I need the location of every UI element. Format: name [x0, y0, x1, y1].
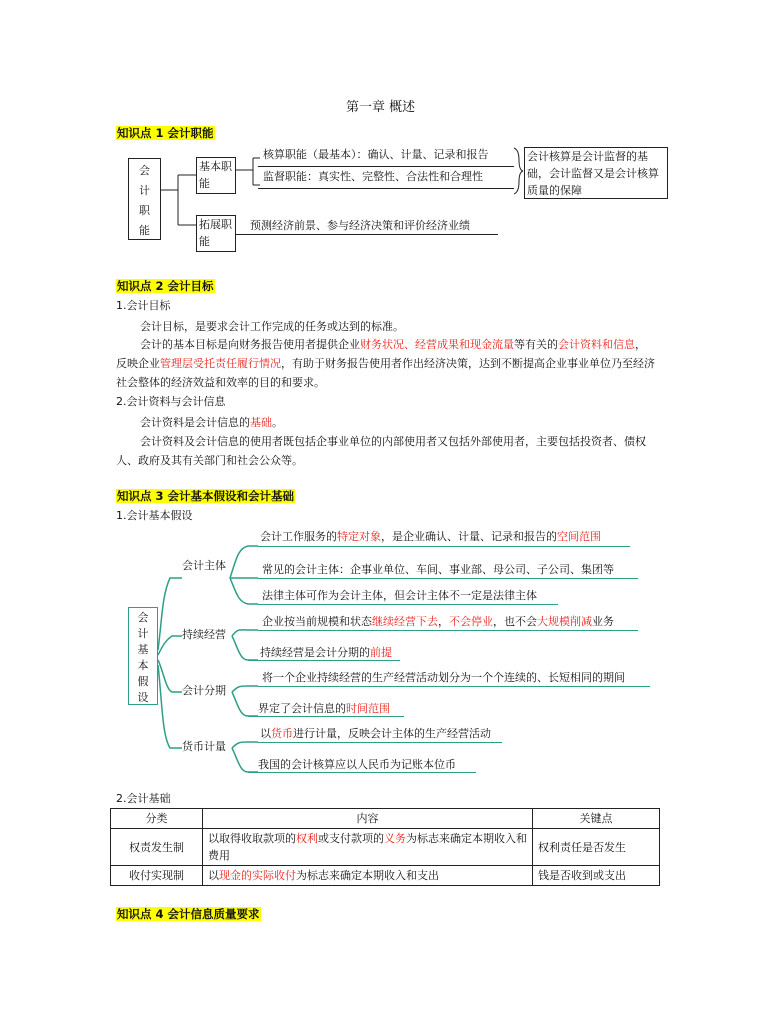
text-segment: 为标志来确定本期收入和支出	[296, 869, 439, 882]
goal-paragraph-1: 会计目标，是要求会计工作完成的任务或达到的标准。	[140, 320, 404, 333]
basic-function-box: 基本职能	[196, 157, 236, 194]
basic-item-supervision: 监督职能：真实性、完整性、合法性和合理性	[263, 170, 483, 183]
text-segment: 。	[272, 416, 283, 429]
highlight-text: 现金的实际收付	[219, 869, 296, 882]
table-cell-content	[203, 829, 533, 866]
chapter-title: 第一章 概述	[346, 100, 416, 115]
entity-line-2	[258, 578, 638, 579]
text-segment: 界定了会计信息的	[258, 702, 346, 715]
section-heading-1: 知识点 1 会计职能	[117, 126, 214, 140]
function-root-label: 会计职能	[139, 164, 150, 237]
highlight-text: 大规模削减	[537, 615, 592, 628]
table-cell-type: 权责发生制	[111, 829, 203, 866]
period-item-1	[262, 671, 625, 685]
sub-heading-info: 2.会计资料与会计信息	[116, 395, 226, 408]
highlight-text: 管理层受托责任履行情况	[160, 357, 281, 370]
period-item-2	[258, 702, 390, 716]
monetary-line-2	[248, 772, 476, 773]
highlight-text: 特定对象	[337, 530, 381, 543]
text-segment: 或支付款项的	[318, 832, 384, 845]
table-cell-key: 钱是否收到或支出	[533, 866, 660, 886]
entity-line-1	[258, 546, 630, 547]
text-segment: 业务	[592, 615, 614, 628]
monetary-item-1	[260, 727, 491, 741]
table-header-row	[111, 809, 660, 829]
table-header-key: 关键点	[533, 809, 660, 829]
highlight-text: 财务状况、经营成果和现金流量	[360, 338, 514, 351]
text-segment: 会计的基本目标是向财务报告使用者提供企业	[140, 338, 360, 351]
text-segment: 我国的会计核算应以人民币为记账本位币	[258, 758, 456, 771]
text-segment: ，反映企业	[116, 338, 646, 370]
extended-item: 预测经济前景、参与经济决策和评价经济业绩	[250, 219, 470, 232]
basic-function-note: 会计核算是会计监督的基础，会计监督又是会计核算质量的保障	[524, 147, 668, 199]
highlight-text: 权利	[296, 832, 318, 845]
sub-heading-basis: 2.会计基础	[116, 792, 171, 805]
text-segment: ，也不会	[493, 615, 537, 628]
highlight-text: 会计资料和信息	[558, 338, 635, 351]
going-concern-item-2	[260, 646, 392, 660]
table-cell-content	[203, 866, 533, 886]
entity-item-2	[262, 563, 614, 577]
table-header-content: 内容	[203, 809, 533, 829]
text-segment: 持续经营是会计分期的	[260, 646, 370, 659]
text-segment: 将一个企业持续经营的生产经营活动划分为一个个连续的、长短相同的期间	[262, 671, 625, 684]
going-concern-item-1	[262, 615, 614, 629]
text-segment: 以取得收取款项的	[208, 832, 296, 845]
entity-item-3	[262, 589, 537, 603]
text-segment: 以	[208, 869, 219, 882]
group-label-entity: 会计主体	[182, 559, 226, 572]
text-segment: ，	[438, 615, 449, 628]
table-cell-key: 权利责任是否发生	[533, 829, 660, 866]
text-segment: 企业按当前规模和状态	[262, 615, 372, 628]
table-row	[111, 866, 660, 886]
entity-line-3	[258, 604, 558, 605]
highlight-text: 义务	[384, 832, 406, 845]
highlight-text: 空间范围	[557, 530, 601, 543]
highlight-text: 基础	[250, 416, 272, 429]
highlight-text: 货币	[271, 727, 293, 740]
period-line-1	[258, 686, 650, 687]
info-paragraph-2: 会计资料及会计信息的使用者既包括企事业单位的内部使用者又包括外部使用者，主要包括投资者、债权人、政府及其有关部门和社会公众等。	[116, 435, 646, 467]
text-segment: 会计工作服务的	[260, 530, 337, 543]
text-segment: 为标志来确定本期收入和费用	[208, 832, 527, 862]
sub-heading-goal: 1.会计目标	[116, 299, 171, 312]
entity-item-1	[260, 530, 601, 544]
period-line-2	[248, 716, 404, 717]
group-label-going-concern: 持续经营	[182, 628, 226, 641]
text-segment: 法律主体可作为会计主体，但会计主体不一定是法律主体	[262, 589, 537, 602]
highlight-text: 继续经营下去	[372, 615, 438, 628]
group-label-monetary: 货币计量	[182, 740, 226, 753]
monetary-item-2	[258, 758, 456, 772]
text-segment: 会计资料是会计信息的	[140, 416, 250, 429]
basic-item-accounting: 核算职能（最基本）：确认、计量、记录和报告	[263, 148, 489, 161]
going-concern-line-1	[258, 630, 638, 631]
highlight-text: 不会停业	[449, 615, 493, 628]
table-row	[111, 829, 660, 866]
monetary-line-1	[258, 742, 502, 743]
section-heading-2: 知识点 2 会计目标	[117, 279, 214, 293]
assumption-root-box	[128, 607, 158, 705]
section-heading-3: 知识点 3 会计基本假设和会计基础	[117, 489, 295, 503]
text-segment: 等有关的	[514, 338, 558, 351]
assumption-root-label: 会计基本假设	[137, 611, 149, 704]
text-segment: 以	[260, 727, 271, 740]
text-segment: ，是企业确认、计量、记录和报告的	[381, 530, 557, 543]
group-label-period: 会计分期	[182, 684, 226, 697]
extended-function-box: 拓展职能	[196, 215, 236, 252]
highlight-text: 时间范围	[346, 702, 390, 715]
sub-heading-assumptions: 1.会计基本假设	[116, 509, 193, 522]
text-segment: 常见的会计主体：企事业单位、车间、事业部、母公司、子公司、集团等	[262, 563, 614, 576]
accounting-basis-table	[110, 808, 660, 886]
section-heading-4: 知识点 4 会计信息质量要求	[117, 907, 260, 921]
text-segment: ，有助于财务报告使用者作出经济决策，达到不断提高企业事业单位乃至经济社会整体的经济效益和效率的目的和要求。	[116, 357, 655, 389]
table-cell-type: 收付实现制	[111, 866, 203, 886]
highlight-text: 前提	[370, 646, 392, 659]
going-concern-line-2	[248, 660, 400, 661]
text-segment: 进行计量，反映会计主体的生产经营活动	[293, 727, 491, 740]
table-header-type: 分类	[111, 809, 203, 829]
